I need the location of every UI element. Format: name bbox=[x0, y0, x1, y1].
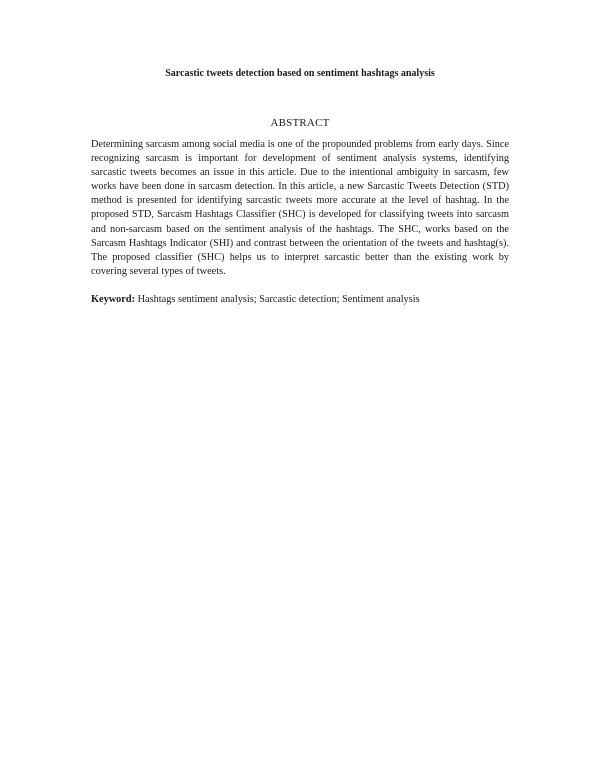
keywords-line bbox=[91, 293, 509, 307]
keywords-text: Hashtags sentiment analysis; Sarcastic detection; Sentiment analysis bbox=[137, 294, 420, 305]
keywords-label: Keyword: bbox=[91, 294, 136, 305]
paper-title: Sarcastic tweets detection based on sentiment hashtags analysis bbox=[165, 68, 435, 79]
abstract-heading: ABSTRACT bbox=[270, 117, 330, 129]
abstract-body: Determining sarcasm among social media is one of the propounded problems from early days. Since recognizing sarcasm is important for development of sentiment analysis systems, identifying sarcastic tweets becomes an issue in this article. Due to the intentional ambiguity in sarcasm, few works have been done in sarcasm detection. In this article, a new Sarcastic Tweets Detection (STD) method is presented for identifying sarcastic tweets more accurate at the level of hashtag. In the proposed STD, Sarcasm Hashtags Classifier (SHC) is developed for classifying tweets into sarcasm and non-sarcasm based on the sentiment analysis of the hashtags. The SHC, works based on the Sarcasm Hashtags Indicator (SHI) and contrast between the orientation of the tweets and hashtag(s). The proposed classifier (SHC) helps us to interpret sarcastic better than the existing work by covering several types of tweets. bbox=[91, 139, 509, 277]
